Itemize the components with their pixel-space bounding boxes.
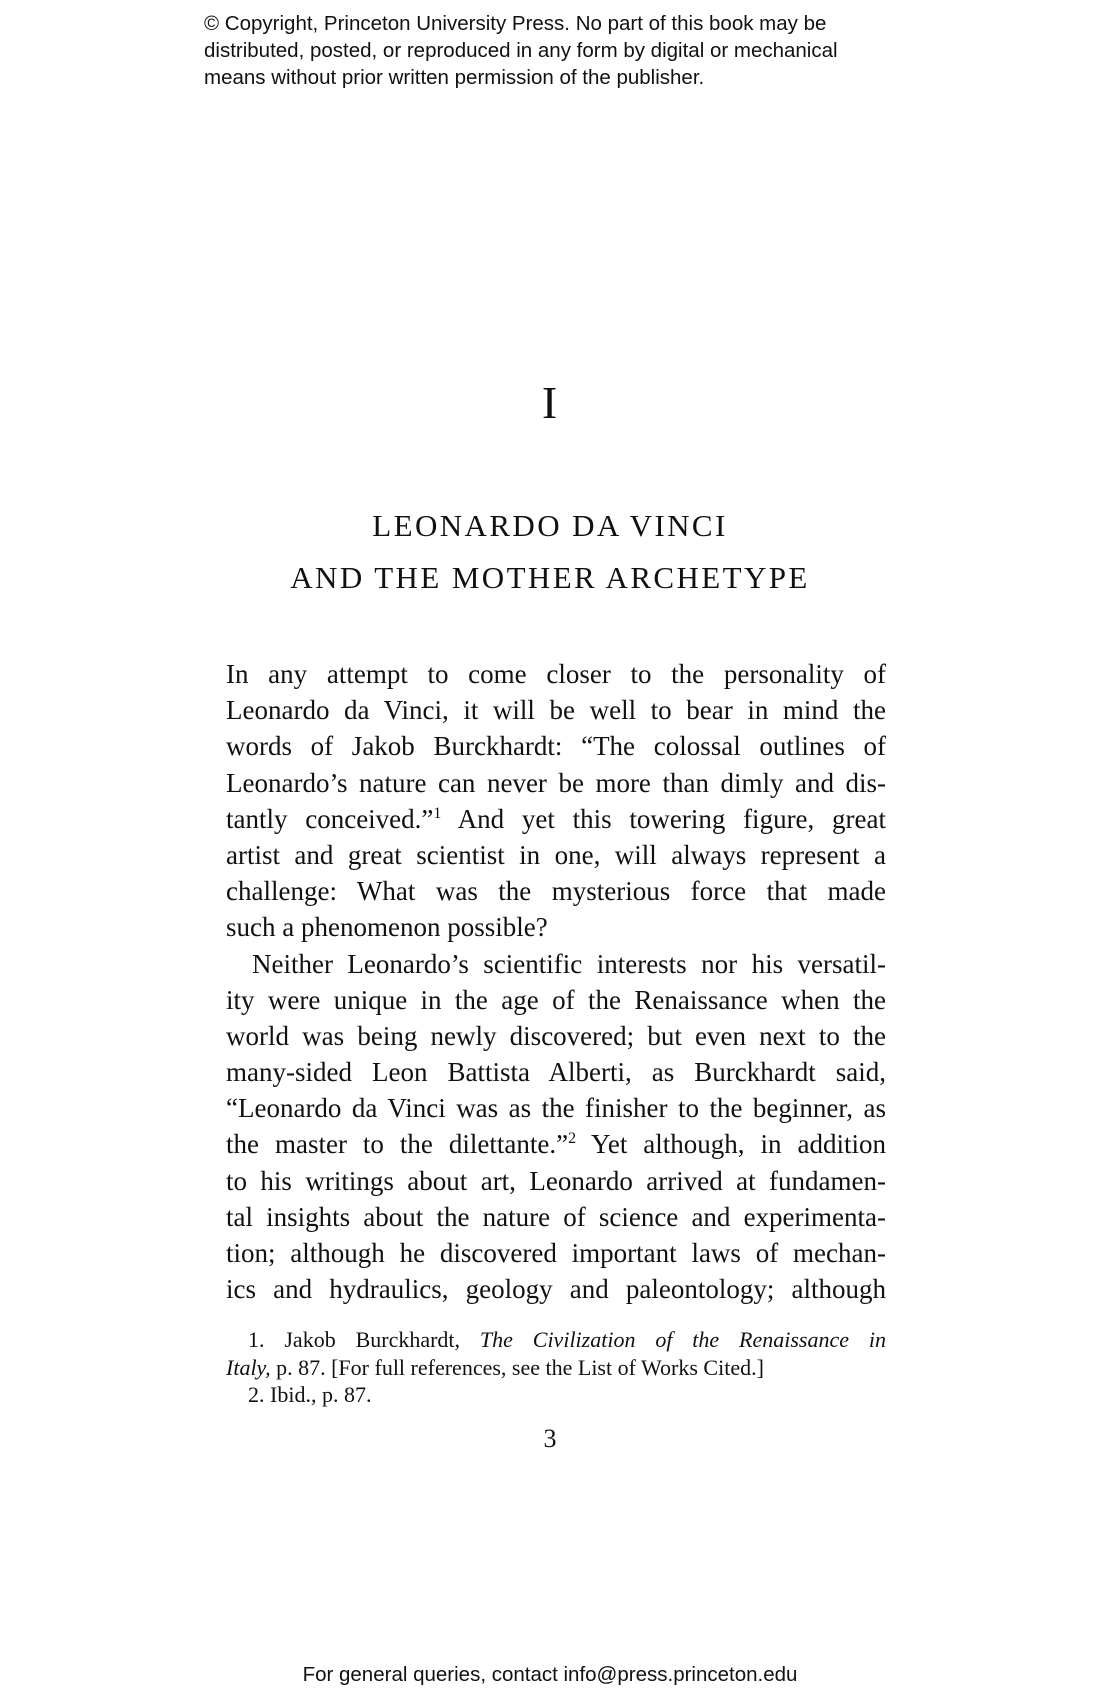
footnote-1-prefix: 1. Jakob Burckhardt, [248,1327,480,1352]
body-line: to his writings about art, Leonardo arrived at fundamen- [226,1165,886,1196]
body-line: Leonardo’s nature can never be more than dimly and dis- [226,767,886,798]
body-line: tal insights about the nature of science and experimenta- [226,1201,886,1232]
body-line: words of Jakob Burckhardt: “The colossal outlines of [226,731,886,762]
copyright-line-1: © Copyright, Princeton University Press. No part of this book may be [204,12,827,35]
footnote-1-continued [226,1354,886,1382]
chapter-title-line-1: LEONARDO DA VINCI [372,508,728,543]
body-line: such a phenomenon possible? [226,912,548,943]
body-line: Leonardo da Vinci, it will be well to bear in mind the [226,695,886,726]
chapter-number: I [541,377,559,428]
footnotes [226,1326,886,1409]
footnote-ref-1: 1 [433,804,442,822]
body-line-segment: And yet this towering figure, great [441,803,886,834]
body-line: tion; although he discovered important laws of mechan- [226,1238,886,1268]
body-line: “Leonardo da Vinci was as the finisher to the beginner, as [226,1093,886,1124]
footnote-ref-2: 2 [568,1130,577,1148]
footnote-1-title-end: Italy, [226,1354,271,1380]
body-line: ity were unique in the age of the Renaissance when the [226,984,886,1015]
footnote-1-title: The Civilization of the Renaissance in [479,1327,886,1352]
body-line-segment: the master to the dilettante.” [226,1129,569,1160]
body-line-segment: tantly conceived.” [226,803,434,834]
footnote-2: 2. Ibid., p. 87. [248,1382,372,1407]
body-line [226,801,886,837]
footnote-1 [226,1326,886,1354]
chapter-title [0,500,1100,604]
body-line: challenge: What was the mysterious force that made [226,876,886,907]
body-line: In any attempt to come closer to the personality of [226,659,886,689]
body-line-segment: Yet although, in addition [576,1129,886,1160]
copyright-line-2: distributed, posted, or reproduced in any form by digital or mechanical [204,39,838,62]
body-text [226,656,886,1307]
footnote-1-rest: p. 87. [For full references, see the List of Works Cited.] [270,1354,764,1380]
page-number: 3 [543,1424,557,1453]
chapter-title-line-2: AND THE MOTHER ARCHETYPE [290,560,810,595]
copyright-notice [204,10,924,91]
copyright-line-3: means without prior written permission of the publisher. [204,66,705,89]
body-line: many-sided Leon Battista Alberti, as Burckhardt said, [226,1057,886,1088]
body-line: artist and great scientist in one, will always represent a [226,839,886,870]
footer-contact: For general queries, contact info@press.princeton.edu [302,1663,798,1686]
body-line [226,1126,886,1162]
body-line: world was being newly discovered; but even next to the [226,1020,886,1051]
body-line: ics and hydraulics, geology and paleontology; although [226,1274,886,1305]
body-line: Neither Leonardo’s scientific interests nor his versatil- [252,948,886,979]
